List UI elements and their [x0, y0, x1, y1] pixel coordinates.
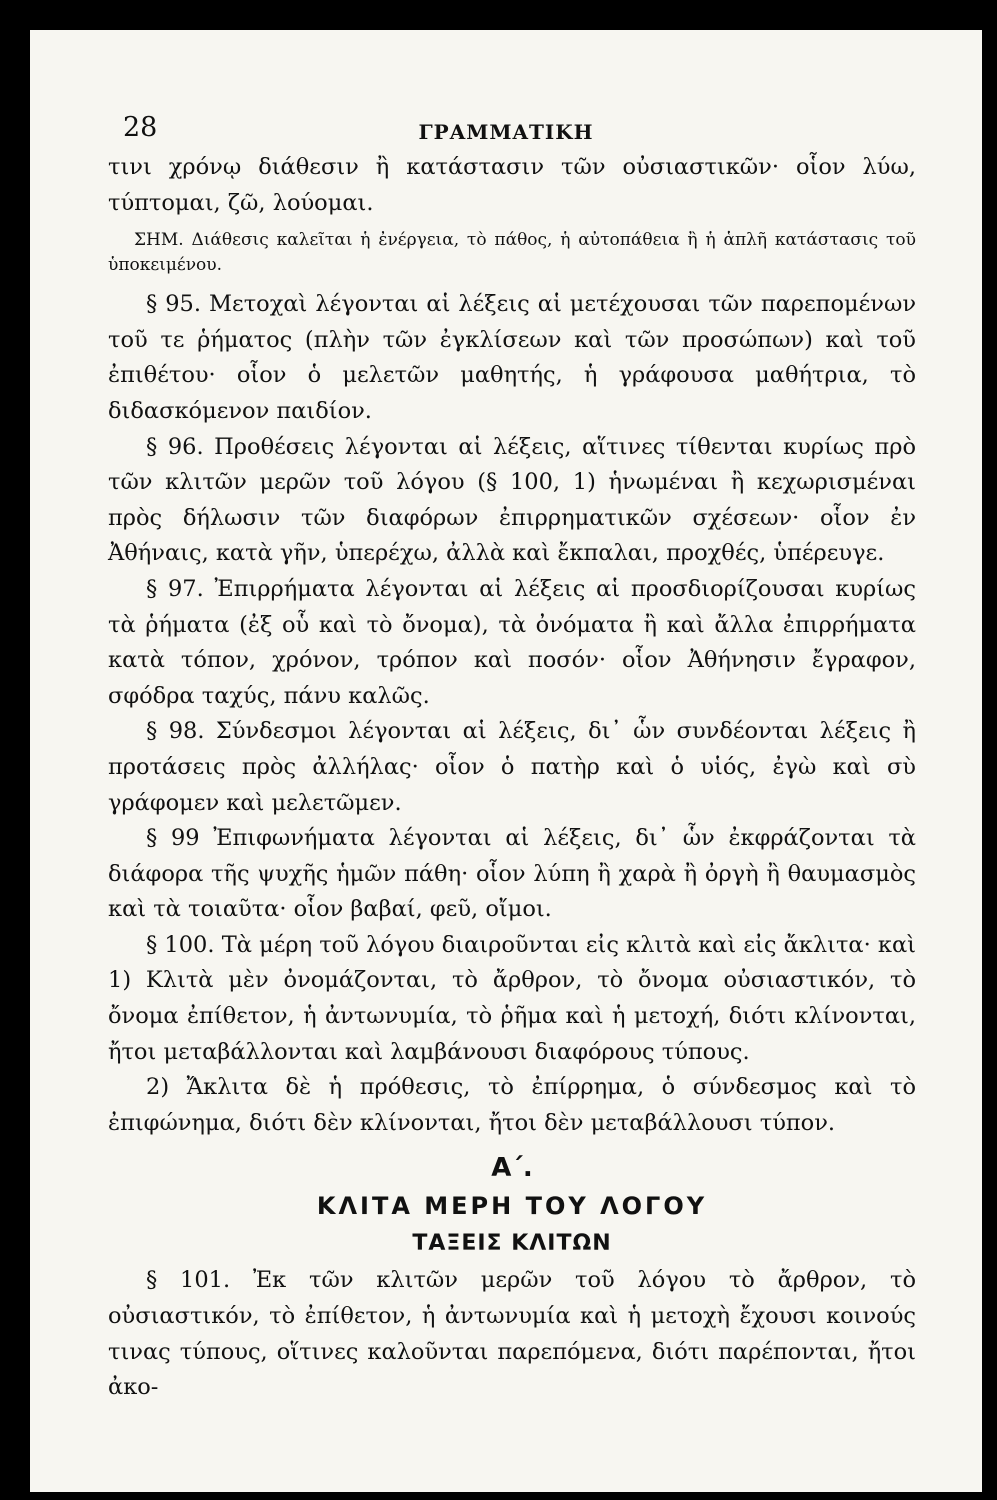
- paragraph-100: § 100. Τὰ μέρη τοῦ λόγου διαιροῦνται εἰς κλιτὰ καὶ εἰς ἄκλιτα· καὶ 1) Κλιτὰ μὲν ὀνομάζονται, τὸ ἄρθρον, τὸ ὄνομα οὐσιαστικόν, τὸ ὄνομα ἐπίθετον, ἡ ἀντωνυμία, τὸ ῥῆμα καὶ ἡ μετοχή, διότι κλίνονται, ἤτοι μεταβάλλονται καὶ λαμβάνουσι διαφόρους τύπους.: [108, 931, 916, 1065]
- paragraph-100-part-2: 2) Ἄκλιτα δὲ ἡ πρόθεσις, τὸ ἐπίρρημα, ὁ σύνδεσμος καὶ τὸ ἐπιφώνημα, διότι δὲν κλίνονται, ἤτοι δὲν μεταβάλλουσι τύπον.: [108, 1074, 916, 1136]
- body-text: [108, 150, 916, 1406]
- section-letter: Α΄.: [491, 1153, 533, 1184]
- paragraph-97: § 97. Ἐπιρρήματα λέγονται αἱ λέξεις αἱ προσδιορίζουσαι κυρίως τὰ ῥήματα (ἐξ οὗ καὶ τὸ ὄνομα), τὰ ὀνόματα ἢ καὶ ἄλλα ἐπιρρήματα κατὰ τόπον, χρόνον, τρόπον καὶ ποσόν· οἷον Ἀθήνησιν ἔγραφον, σφόδρα ταχύς, πάνυ καλῶς.: [108, 575, 916, 709]
- page-number: 28: [123, 112, 158, 143]
- running-title: ΓΡΑΜΜΑΤΙΚΗ: [418, 120, 594, 144]
- paragraph-continuation: τινι χρόνῳ διάθεσιν ἢ κατάστασιν τῶν οὐσιαστικῶν· οἷον λύω, τύπτομαι, ζῶ, λούομαι.: [108, 154, 916, 216]
- paragraph-96: § 96. Προθέσεις λέγονται αἱ λέξεις, αἵτινες τίθενται κυρίως πρὸ τῶν κλιτῶν μερῶν τοῦ λόγου (§ 100, 1) ἡνωμέναι ἢ κεχωρισμέναι πρὸς δήλωσιν τῶν διαφόρων ἐπιρρηματικῶν σχέσεων· οἷον ἐν Ἀθήναις, κατὰ γῆν, ὑπερέχω, ἀλλὰ καὶ ἔκπαλαι, προχθές, ὑπέρευγε.: [108, 433, 916, 567]
- paragraph-95: § 95. Μετοχαὶ λέγονται αἱ λέξεις αἱ μετέχουσαι τῶν παρεπομένων τοῦ τε ῥήματος (πλὴν τῶν ἐγκλίσεων καὶ τῶν προσώπων) καὶ τοῦ ἐπιθέτου· οἷον ὁ μελετῶν μαθητής, ἡ γράφουσα μαθήτρια, τὸ διδασκόμενον παιδίον.: [108, 291, 916, 424]
- section-heading: [108, 1149, 916, 1263]
- book-page: [30, 30, 982, 1492]
- note-paragraph: ΣΗΜ. Διάθεσις καλεῖται ἡ ἐνέργεια, τὸ πάθος, ἡ αὐτοπάθεια ἢ ἡ ἁπλῆ κατάστασις τοῦ ὑποκειμένου.: [108, 230, 916, 276]
- paragraph-101: § 101. Ἐκ τῶν κλιτῶν μερῶν τοῦ λόγου τὸ ἄρθρον, τὸ οὐσιαστικόν, τὸ ἐπίθετον, ἡ ἀντωνυμία καὶ ἡ μετοχὴ ἔχουσι κοινούς τινας τύπους, οἵτινες καλοῦνται παρεπόμενα, διότι παρέπονται, ἤτοι ἀκο-: [108, 1267, 916, 1401]
- page-header: [30, 90, 982, 144]
- section-title: ΚΛΙΤΑ ΜΕΡΗ ΤΟΥ ΛΟΓΟΥ: [316, 1192, 708, 1221]
- section-subtitle: ΤΑΞΕΙΣ ΚΛΙΤΩΝ: [412, 1231, 612, 1257]
- paragraph-98: § 98. Σύνδεσμοι λέγονται αἱ λέξεις, δι᾽ ὧν συνδέονται λέξεις ἢ προτάσεις πρὸς ἀλλήλας· οἷον ὁ πατὴρ καὶ ὁ υἱός, ἐγὼ καὶ σὺ γράφομεν καὶ μελετῶμεν.: [108, 718, 916, 816]
- paragraph-99: § 99 Ἐπιφωνήματα λέγονται αἱ λέξεις, δι᾽ ὧν ἐκφράζονται τὰ διάφορα τῆς ψυχῆς ἡμῶν πάθη· οἷον λύπη ἢ χαρὰ ἢ ὀργὴ ἢ θαυμασμὸς καὶ τὰ τοιαῦτα· οἷον βαβαί, φεῦ, οἴμοι.: [108, 825, 916, 923]
